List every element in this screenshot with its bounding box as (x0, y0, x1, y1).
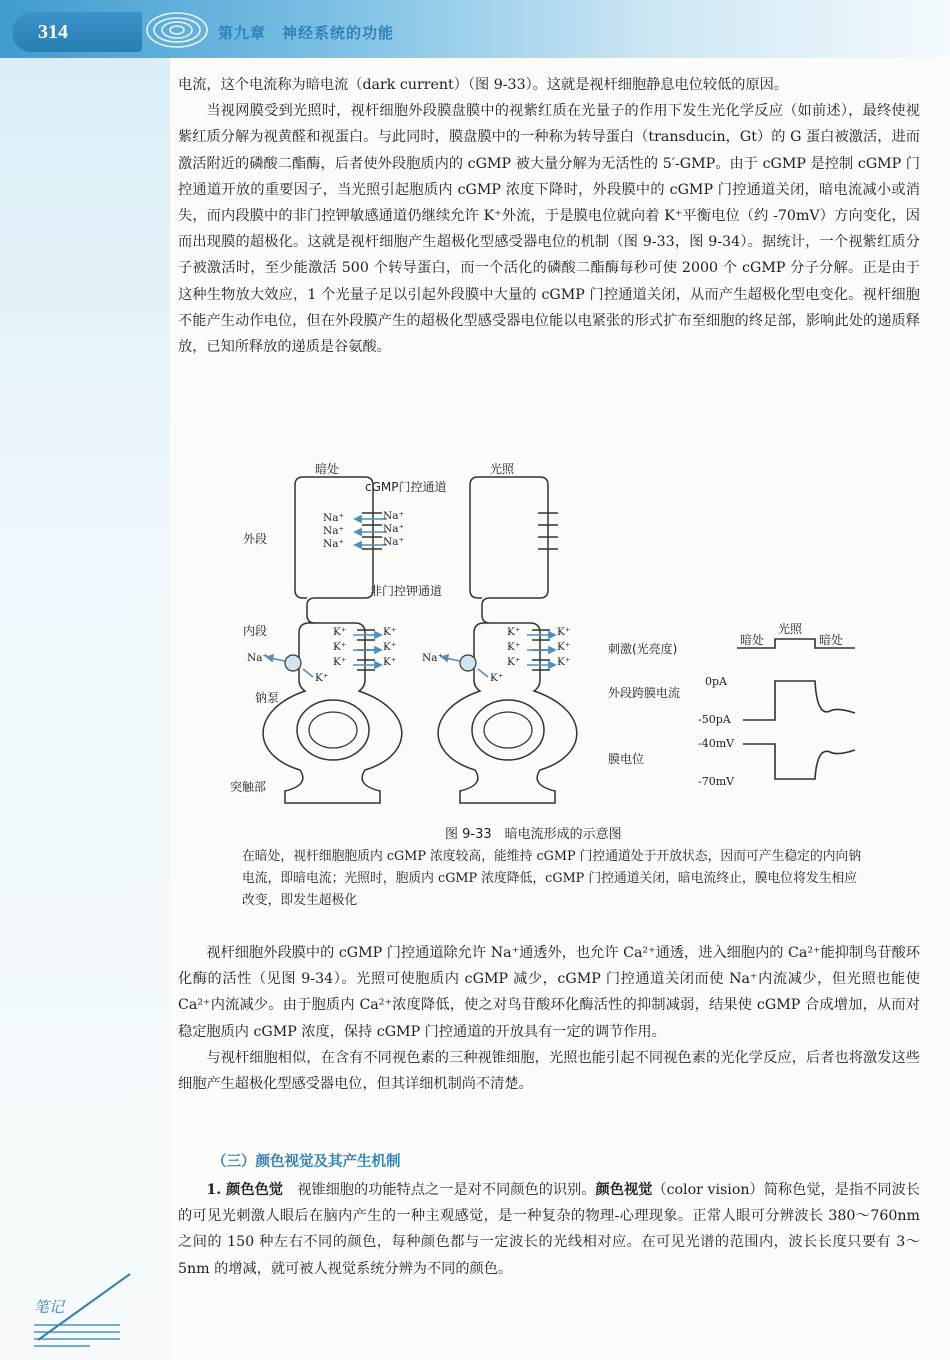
ion-label: Na⁺ (383, 510, 404, 522)
label-stim-dark: 暗处 (819, 633, 844, 647)
subheading: 1. 颜色色觉 (206, 1182, 283, 1198)
label-sodium-pump: 钠泵 (255, 691, 280, 705)
label-minus50pa: -50pA (698, 713, 731, 726)
label-current: 外段跨膜电流 (608, 686, 681, 700)
text-block-section (178, 1177, 920, 1282)
potential-trace (743, 744, 855, 779)
label-membrane-potential: 膜电位 (608, 752, 645, 766)
left-margin-strip (0, 0, 170, 1359)
label-non-gated-k: 非门控钾通道 (370, 584, 443, 598)
figure-caption: 图 9-33 暗电流形成的示意图 (445, 827, 622, 842)
ion-label: K⁺ (557, 626, 571, 638)
paragraph (178, 1177, 920, 1282)
paragraph-rest: 视锥细胞的功能特点之一是对不同颜色的识别。 (282, 1182, 596, 1198)
label-0pa: 0pA (705, 675, 727, 688)
page-number: 314 (12, 12, 142, 52)
label-dark: 暗处 (315, 462, 340, 476)
chapter-title: 第九章 神经系统的功能 (218, 24, 395, 42)
ion-label: K⁺ (315, 672, 329, 684)
label-outer-segment: 外段 (243, 532, 268, 546)
ion-label: Na⁺ (323, 538, 344, 550)
figure-note: 在暗处，视杆细胞胞质内 cGMP 浓度较高，能维持 cGMP 门控通道处于开放状态，因而可产生稳定的内向钠电流，即暗电流；光照时，胞质内 cGMP 浓度降低，cGMP 门控通道关闭，暗电流终止，膜电位将发生相应改变，即发生超极化 (242, 849, 862, 908)
ion-label: K⁺ (333, 656, 347, 668)
current-trace (743, 681, 855, 720)
light-rod-cell (438, 477, 577, 803)
label-minus40mv: -40mV (698, 737, 735, 750)
section-heading: （三）颜色视觉及其产生机制 (212, 1154, 401, 1170)
paragraph: 当视网膜受到光照时，视杆细胞外段膜盘膜中的视紫红质在光量子的作用下发生光化学反应（如前述），最终使视紫红质分解为视黄醛和视蛋白。与此同时，膜盘膜中的一种称为转导蛋白（transducin，Gt）的 G 蛋白被激活，进而激活附近的磷酸二酯酶，后者使外段胞质内的 cGMP 被大量分解为无活性的 5′-GMP。由于 cGMP 是控制 cGMP 门控通道开放的重要因子，当光照引起胞质内 cGMP 浓度下降时，外段膜中的 cGMP 门控通道关闭，暗电流减小或消失，而内段膜中的非门控钾敏感通道仍继续允许 K⁺外流，于是膜电位就向着 K⁺平衡电位（约 -70mV）方向变化，因而出现膜的超极化。这就是视杆细胞产生超极化型感受器电位的机制（图 9-33，图 9-34）。据统计，一个视紫红质分子被激活时，至少能激活 500 个转导蛋白，而一个活化的磷酸二酯酶每秒可使 2000 个 cGMP 分子分解。正是由于这种生物放大效应，1 个光量子足以引起外段膜中大量的 cGMP 门控通道关闭，从而产生超极化型电变化。视杆细胞不能产生动作电位，但在外段膜产生的超极化型感受器电位能以电紧张的形式扩布至细胞的终足部，影响此处的递质释放，已知所释放的递质是谷氨酸。 (178, 103, 920, 356)
ion-label: Na⁺ (422, 652, 443, 664)
ion-label: K⁺ (490, 672, 504, 684)
dark-nucleus (297, 700, 369, 760)
light-nucleus (472, 700, 544, 760)
ion-label: Na⁺ (383, 536, 404, 548)
ion-label: K⁺ (557, 656, 571, 668)
label-cgmp-channel: cGMP门控通道 (365, 480, 447, 494)
ion-label: K⁺ (557, 641, 571, 653)
paragraph: 视杆细胞外段膜中的 cGMP 门控通道除允许 Na⁺通透外，也允许 Ca²⁺通透，进入细胞内的 Ca²⁺能抑制鸟苷酸环化酶的活性（见图 9-34）。光照可使胞质内 cGMP 减少，cGMP 门控通道关闭而使 Na⁺内流减少，但光照也能使 Ca²⁺内流减少。由于胞质内 Ca²⁺浓度降低，使之对鸟苷酸环化酶活性的抑制减弱，结果使 cGMP 合成增加，从而对稳定胞质内 cGMP 浓度，保持 cGMP 门控通道的开放具有一定的调节作用。 (178, 945, 920, 1040)
ion-label: Na⁺ (323, 525, 344, 537)
term-color-vision: 颜色视觉 (595, 1182, 653, 1198)
label-minus70mv: -70mV (698, 775, 735, 788)
swirl-logo-icon (142, 6, 212, 54)
label-light: 光照 (490, 462, 515, 476)
ion-label: K⁺ (507, 641, 521, 653)
label-stim-dark: 暗处 (740, 633, 765, 647)
ion-label: K⁺ (507, 656, 521, 668)
ion-label: K⁺ (383, 656, 397, 668)
text-block-bottom (178, 940, 920, 1097)
paragraph: 与视杆细胞相似，在含有不同视色素的三种视锥细胞，光照也能引起不同视色素的光化学反应，后者也将激发这些细胞产生超极化型感受器电位，但其详细机制尚不清楚。 (178, 1049, 920, 1093)
label-stimulus: 刺激(光亮度) (608, 642, 678, 656)
ion-label: K⁺ (333, 626, 347, 638)
ion-label: K⁺ (333, 641, 347, 653)
ion-label: K⁺ (507, 626, 521, 638)
ion-label: Na⁺ (247, 652, 268, 664)
figure-dark-current (215, 455, 915, 825)
label-stim-light: 光照 (778, 622, 803, 636)
paragraph-tail: （color vision）简称色觉，是指不同波长的可见光刺激人眼后在脑内产生的一种主观感觉，是一种复杂的物理-心理现象。正常人眼可分辨波长 380～760nm 之间的 150 种左右不同的颜色，每种颜色都与一定波长的光线相对应。在可见光谱的范围内，波长长度只要有 3～5nm 的增减，就可被人视觉系统分辨为不同的颜色。 (178, 1182, 920, 1277)
label-inner-segment: 内段 (243, 624, 268, 638)
paragraph: 电流，这个电流称为暗电流（dark current）（图 9-33）。这就是视杆细胞静息电位较低的原因。 (178, 77, 789, 93)
label-synapse: 突触部 (230, 780, 267, 794)
sodium-pump-icon (285, 655, 301, 671)
ion-label: Na⁺ (383, 523, 404, 535)
ion-label: K⁺ (383, 641, 397, 653)
notes-label: 笔记 (34, 1298, 65, 1316)
ion-label: K⁺ (383, 626, 397, 638)
ion-label: Na⁺ (323, 512, 344, 524)
text-block-top (178, 72, 920, 360)
